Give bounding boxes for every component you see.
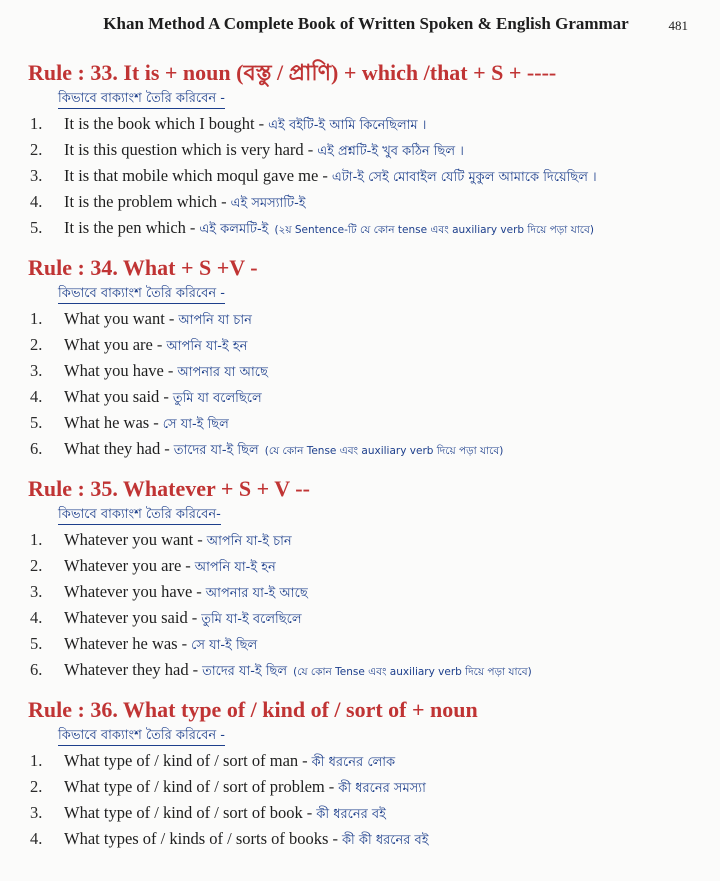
list-item [28, 631, 696, 657]
english-phrase: What you have [64, 361, 164, 380]
item-number: 4. [30, 387, 43, 406]
separator-dash: - [306, 803, 313, 822]
english-phrase: Whatever they had [64, 660, 189, 679]
usage-note: (যে কোন Tense এবং auxiliary verb দিয়ে পড়া যাবে) [264, 445, 504, 457]
separator-dash: - [153, 413, 159, 432]
rule-subtitle: কিভাবে বাক্যাংশ তৈরি করিবেন - [58, 727, 225, 746]
item-number: 3. [30, 803, 43, 822]
list-item [28, 358, 696, 384]
separator-dash: - [192, 660, 199, 679]
bangla-meaning: আপনার যা-ই আছে [205, 586, 308, 601]
english-phrase: What you want [64, 309, 165, 328]
separator-dash: - [197, 530, 203, 549]
item-number: 1. [30, 309, 43, 328]
rule-section [28, 255, 696, 462]
separator-dash: - [156, 335, 163, 354]
bangla-meaning: তুমি যা-ই বলেছিলে [201, 612, 302, 627]
english-phrase: What type of / kind of / sort of man [64, 751, 299, 770]
bangla-meaning: এই সমস্যাটি-ই [230, 196, 306, 211]
bangla-meaning: তুমি যা বলেছিলে [172, 391, 262, 406]
list-item [28, 826, 696, 852]
list-item [28, 111, 696, 137]
item-number: 2. [30, 335, 43, 354]
list-item [28, 748, 696, 774]
list-item [28, 605, 696, 631]
rule-subtitle: কিভাবে বাক্যাংশ তৈরি করিবেন - [58, 90, 225, 109]
rule-section [28, 476, 696, 683]
separator-dash: - [258, 114, 265, 133]
page-header [28, 0, 696, 48]
english-phrase: Whatever he was [64, 634, 178, 653]
item-number: 5. [30, 634, 43, 653]
item-number: 1. [30, 751, 43, 770]
rule-heading: Rule : 36. What type of / kind of / sort of + noun [28, 697, 478, 722]
bangla-meaning: এই কলমটি-ই [199, 222, 269, 237]
bangla-meaning: আপনি যা-ই চান [206, 534, 292, 549]
separator-dash: - [185, 556, 191, 575]
rule-heading: Rule : 34. What + S +V - [28, 255, 258, 280]
english-phrase: Whatever you are [64, 556, 182, 575]
english-phrase: It is this question which is very hard [64, 140, 304, 159]
list-item [28, 163, 696, 189]
english-phrase: What types of / kinds of / sorts of books [64, 829, 329, 848]
list-item [28, 553, 696, 579]
list-item [28, 774, 696, 800]
bangla-meaning: আপনি যা-ই হন [166, 339, 248, 354]
separator-dash: - [332, 829, 338, 848]
item-number: 6. [30, 660, 43, 679]
item-number: 2. [30, 140, 43, 159]
separator-dash: - [328, 777, 335, 796]
list-item [28, 137, 696, 163]
english-phrase: What you said [64, 387, 160, 406]
list-item [28, 657, 696, 683]
rule-heading: Rule : 33. It is + noun (বস্তু / প্রাণি) + which /that + S + ---- [28, 60, 557, 85]
english-phrase: What he was [64, 413, 150, 432]
item-number: 3. [30, 166, 43, 185]
english-phrase: What type of / kind of / sort of problem [64, 777, 325, 796]
item-number: 4. [30, 608, 43, 627]
rule-subtitle: কিভাবে বাক্যাংশ তৈরি করিবেন- [58, 506, 221, 525]
bangla-meaning: তাদের যা-ই ছিল [173, 443, 259, 458]
bangla-meaning: সে যা-ই ছিল [162, 417, 229, 432]
list-item [28, 384, 696, 410]
list-item [28, 527, 696, 553]
example-list [28, 111, 696, 241]
list-item [28, 579, 696, 605]
bangla-meaning: কী ধরনের লোক [311, 755, 396, 770]
separator-dash: - [189, 218, 196, 237]
bangla-meaning: সে যা-ই ছিল [191, 638, 258, 653]
list-item [28, 306, 696, 332]
item-number: 3. [30, 582, 43, 601]
book-title: Khan Method A Complete Book of Written Spoken & English Grammar [103, 14, 629, 33]
item-number: 4. [30, 829, 43, 848]
english-phrase: It is the book which I bought [64, 114, 255, 133]
item-number: 6. [30, 439, 43, 458]
example-list [28, 306, 696, 462]
page-number: 481 [668, 18, 688, 33]
item-number: 3. [30, 361, 43, 380]
rule-heading: Rule : 35. Whatever + S + V -- [28, 476, 310, 501]
item-number: 5. [30, 413, 43, 432]
list-item [28, 215, 696, 241]
separator-dash: - [196, 582, 202, 601]
usage-note: (২য় Sentence-টি যে কোন tense এবং auxiliary verb দিয়ে পড়া যাবে) [274, 224, 594, 236]
english-phrase: It is that mobile which moqul gave me [64, 166, 319, 185]
english-phrase: Whatever you said [64, 608, 188, 627]
list-item [28, 410, 696, 436]
bangla-meaning: কী কী ধরনের বই [341, 833, 429, 848]
bangla-meaning: আপনি যা চান [178, 313, 252, 328]
separator-dash: - [302, 751, 308, 770]
list-item [28, 436, 696, 462]
separator-dash: - [168, 309, 175, 328]
item-number: 2. [30, 777, 43, 796]
item-number: 5. [30, 218, 43, 237]
separator-dash: - [163, 387, 169, 406]
separator-dash: - [307, 140, 314, 159]
english-phrase: It is the problem which [64, 192, 218, 211]
rule-section [28, 697, 696, 852]
item-number: 1. [30, 530, 43, 549]
rule-section [28, 60, 696, 241]
separator-dash: - [322, 166, 328, 185]
item-number: 2. [30, 556, 43, 575]
item-number: 4. [30, 192, 43, 211]
english-phrase: What they had [64, 439, 161, 458]
list-item [28, 189, 696, 215]
bangla-meaning: কী ধরনের বই [316, 807, 386, 822]
separator-dash: - [164, 439, 170, 458]
separator-dash: - [181, 634, 188, 653]
rules-container [28, 60, 696, 852]
separator-dash: - [191, 608, 198, 627]
bangla-meaning: এই বইটি-ই আমি কিনেছিলাম । [268, 118, 427, 133]
english-phrase: Whatever you have [64, 582, 193, 601]
bangla-meaning: এটা-ই সেই মোবাইল যেটি মুকুল আমাকে দিয়েছিল । [331, 170, 597, 185]
english-phrase: It is the pen which [64, 218, 186, 237]
bangla-meaning: তাদের যা-ই ছিল [202, 664, 288, 679]
example-list [28, 748, 696, 852]
item-number: 1. [30, 114, 43, 133]
example-list [28, 527, 696, 683]
usage-note: (যে কোন Tense এবং auxiliary verb দিয়ে পড়া যাবে) [293, 666, 532, 678]
bangla-meaning: আপনি যা-ই হন [194, 560, 276, 575]
english-phrase: What you are [64, 335, 153, 354]
rule-subtitle: কিভাবে বাক্যাংশ তৈরি করিবেন - [58, 285, 225, 304]
english-phrase: Whatever you want [64, 530, 194, 549]
bangla-meaning: আপনার যা আছে [177, 365, 268, 380]
separator-dash: - [167, 361, 174, 380]
bangla-meaning: কী ধরনের সমস্যা [338, 781, 426, 796]
list-item [28, 800, 696, 826]
list-item [28, 332, 696, 358]
english-phrase: What type of / kind of / sort of book [64, 803, 303, 822]
separator-dash: - [221, 192, 227, 211]
bangla-meaning: এই প্রশ্নটি-ই খুব কঠিন ছিল । [317, 144, 464, 159]
